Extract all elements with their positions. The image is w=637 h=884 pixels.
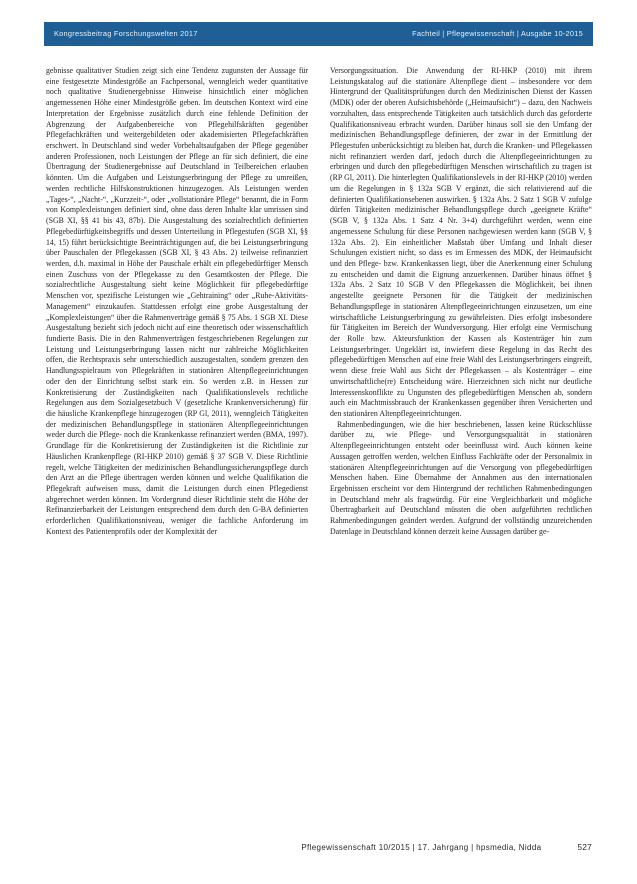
right-column-paragraph-1: Versorgungssituation. Die Anwendung der RI-HKP (2010) mit ihrem Leistungskatalog auf die stationäre Altenpflege dient – insbesondere vor dem Hintergrund der Qualitätsprüfungen durch den Medizinischen Dienst der Kassen (MDK) oder der oberen Aufsichtsbehörde („Heimaufsicht“) – dazu, den Nachweis vorzuhalten, dass entsprechende Tätigkeiten auch tatsächlich durch das geforderte Qualifikationsniveau erbracht wurden. Darüber hinaus soll sie den Umfang der medizinischen Behandlungspflege definieren, der zwar in der Ermittlung der Pflegestufen unberücksichtigt zu bleiben hat, durch die Kranken- und Pflegekassen nicht refinanziert werden darf, jedoch durch die Altenpflegeeinrichtungen zu erbringen und durch den pflegebedürftigen Menschen wirtschaftlich zu tragen ist (RP Gl, 2011). Die hinterlegten Qualifikationslevels in der RI-HKP (2010) werden um die Regelungen in § 132a SGB V ergänzt, die sich relativierend auf die definierten Qualifikationsebenen auswirken. § 132a Abs. 2 Satz 1 SGB V zufolge dürfen Tätigkeiten medizinischer Behandlungspflege durch „geeignete Kräfte“ (SGB V, § 132a Abs. 1 Satz 4 Nr. 3+4) durchgeführt werden, wenn eine angemessene Schulung für diese Personen nachgewiesen werden kann (SGB V, § 132a Abs. 2). Ein einheitlicher Maßstab über Umfang und Inhalt dieser Schulungen existiert nicht, so dass es im Ermessen des MDK, der Heimaufsicht und den Pflege- bzw. Krankenkassen liegt, über die Anerkennung einer Schulung zu entscheiden und damit die Eignung anzuerkennen. Darüber hinaus öffnet § 132a Abs. 2 Satz 10 SGB V den Pflegekassen die Möglichkeit, bei ihnen angestellte geeignete Personen für die Tätigkeit der medizinischen Behandlungspflege in stationären Altenpflegeeinrichtungen einzusetzen, um eine wirtschaftliche Leistungserbringung zu gewährleisten. Dies erfolgt insbesondere für Tätigkeiten im Bereich der Wundversorgung. Hier erfolgt eine Vermischung der Rolle bzw. Akteursfunktion der Kassen als Kostenträger hin zum Leistungserbringer. Ungeklärt ist, inwiefern diese Regelung in das Recht des pflegebedürftigen Menschen auf eine freie Wahl des Leistungserbringers eingreift, wenn diese freie Wahl aus Sicht der Pflegekassen – als Kostenträger – eine unwirtschaftliche(re) Entscheidung wäre. Hierzeichnen sich nicht nur deutliche Interessenskonflikte zu Ungunsten des pflegebedürftigen Menschen ab, sondern auch ein Machtmissbrauch der Krankenkassen gegenüber ihren Versicherten und den stationären Altenpflegeeinrichtungen. <box>330 66 592 418</box>
left-column-paragraph-1: gebnisse qualitativer Studien zeigt sich eine Tendenz zugunsten der Aussage für eine festgesetzte Mindestgröße an Fachpersonal, wenngleich weder quantitative noch qualitative Studienergebnisse Hinweise hinsichtlich einer möglichen angemessenen Höhe einer Mindestgröße geben. Im deutschen Kontext wird eine Interpretation der Ergebnisse zusätzlich durch eine fehlende Definition der Abgrenzung der Aufgabenbereiche von Pflegehilfskräften gegenüber Pflegefachkräften und weitergebildeten oder akademisierten Pflegefachkräften erschwert. In Deutschland sind weder Vorbehaltsaufgaben der Pflege gegenüber anderen Professionen, noch Leistungen der Pflege an für sich definiert, die eine Übertragung der Studienergebnisse auf Deutschland in Teilbereichen erlauben könnten. Um die Aufgaben und Leistungserbringung der Pflege zu umreißen, werden rechtliche Hilfskonstruktionen hinzugezogen. Als Leistungen werden „Tages-“, „Nacht-“, „Kurzzeit-“, oder „vollstationäre Pflege“ benannt, die in Form von Komplexleistungen definiert sind, ohne dass deren Inhalte klar umrissen sind (SGB XI, §§ 41 bis 43, 87b). Die Ausgestaltung des sozialrechtlich definierten Pflegebedürftigkeitsbegriffs und dessen Unterteilung in Pflegestufen (SGB XI, §§ 14, 15) führt berücksichtigte Beeinträchtigungen auf, die bei Leistungserbringung über Pauschalen der Pflegekassen (SGB XI, § 43 Abs. 2) teilweise refinanziert werden, d.h. maximal in Höhe der Pauschale erhält ein pflegebedürftiger Mensch einen Zuschuss von der Pflegekasse zu den Gesamtkosten der Pflege. Die sozialrechtliche Ausgestaltung sieht keine Möglichkeit für pflegebedürftige Menschen vor, spezifische Leistungen wie „Gehtraining“ oder „Ruhe-Aktivitäts-Management“ einzukaufen. Stattdessen erfolgt eine grobe Ausgestaltung der „Komplexleistungen“ über die Rahmenverträge gemäß § 75 Abs. 1 SGB XI. Diese Ausgestaltung bezieht sich jedoch nicht auf eine theoretisch oder wissenschaftlich fundierte Basis. Die in den Rahmenverträgen festgeschriebenen Regelungen zur Leistung und Leistungserbringung lassen nicht nur zahlreiche Möglichkeiten offen, die Rechtspraxis sehr unterschiedlich auszugestalten, sondern grenzen den Handlungsspielraum von Pflegekräften in stationären Altenpflegeeinrichtungen oder den der Einrichtung selbst stark ein. So werden z.B. in Hessen zur Konkretisierung der Zuständigkeiten nach Qualifikationslevels rechtliche Regelungen aus dem Sozialgesetzbuch V (gesetzliche Krankenversicherung) für die häusliche Krankenpflege hinzugezogen (RP Gl, 2011), wenngleich Tätigkeiten der medizinischen Behandlungspflege in stationären Altenpflegeeinrichtungen weder durch die Pflege- noch die Krankenkasse refinanziert werden (BMA, 1997). Grundlage für die Konkretisierung der Zuständigkeiten ist die Richtlinie zur Häuslichen Krankenpflege (RI-HKP 2010) gemäß § 37 SGB V. Diese Richtlinie regelt, welche Tätigkeiten der medizinischen Behandlungssicherungspflege durch den Arzt an die Pflege übertragen werden können und welche Qualifikation die Pflegekraft aufweisen muss, damit die Leistungen durch einen Pflegedienst abgerechnet werden können. Im Vordergrund dieser Richtlinie steht die Höhe der Refinanzierbarkeit der Leistungen entsprechend dem durch den G-BA definierten erforderlichen Qualifikationsniveau, weniger die fachliche Anforderung im Kontext des Patientenprofils oder der Komplexität der <box>46 66 308 536</box>
left-column <box>46 66 308 818</box>
article-body <box>46 66 592 818</box>
right-column <box>330 66 592 818</box>
page-header-bar <box>44 22 593 46</box>
header-left-label: Kongressbeitrag Forschungswelten 2017 <box>54 29 198 39</box>
right-column-paragraph-2: Rahmenbedingungen, wie die hier beschriebenen, lassen keine Rückschlüsse darüber zu, wie Pflege- und Versorgungsqualität in stationären Altenpflegeeinrichtungen entsteht oder beeinflusst wird. Auch können keine Aussagen getroffen werden, welchen Einfluss Fachkräfte oder der Personalmix in stationären Altenpflegeeinrichtungen auf die Versorgung von pflegebedürftigen Menschen haben. Eine Übernahme der Annahmen aus den internationalen Ergebnissen erscheint vor dem Hintergrund der rechtlichen Rahmenbedingungen in Deutschland mehr als fragwürdig. Für eine Vergleichbarkeit und mögliche Übertragbarkeit auf Deutschland müssten die oben aufgeführten rechtlichen Rahmenbedingungen geändert werden. Aufgrund der vollständig unzureichenden Datenlage in Deutschland können derzeit keine Aussagen darüber ge- <box>330 419 592 536</box>
footer-page-number: 527 <box>577 842 592 852</box>
header-right-label: Fachteil | Pflegewissenschaft | Ausgabe 10-2015 <box>412 29 583 39</box>
footer-citation: Pflegewissenschaft 10/2015 | 17. Jahrgang | hpsmedia, Nidda <box>301 842 542 852</box>
page-footer <box>46 840 592 854</box>
